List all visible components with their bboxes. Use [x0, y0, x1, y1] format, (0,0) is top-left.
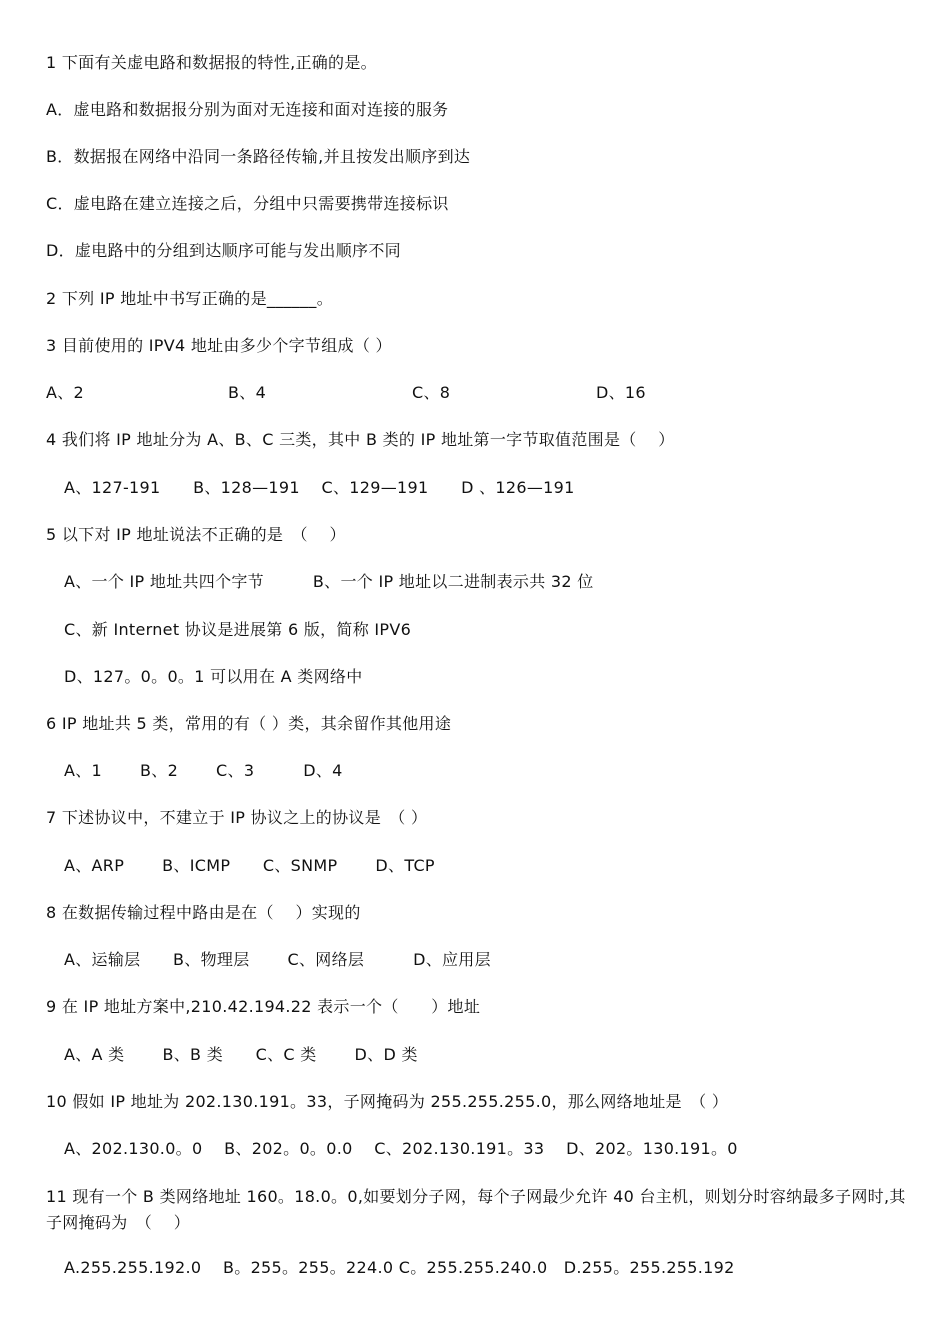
question-5-stem: 5 以下对 IP 地址说法不正确的是 （ ）	[46, 525, 346, 544]
question-11-stem: 11 现有一个 B 类网络地址 160。18.0。0,如要划分子网，每个子网最少允许 40 台主机，则划分时容纳最多子网时,其子网掩码为 （ ）	[46, 1187, 906, 1232]
question-11-options: A.255.255.192.0 B。255。255。224.0 C。255.255.240.0 D.255。255.255.192	[64, 1258, 735, 1277]
question-1-option-b: B．数据报在网络中沿同一条路径传输,并且按发出顺序到达	[46, 147, 471, 166]
question-5-option-c: C、新 Internet 协议是进展第 6 版，简称 IPV6	[64, 620, 412, 639]
question-9-stem: 9 在 IP 地址方案中,210.42.194.22 表示一个（ ）地址	[46, 997, 481, 1016]
question-9-options: A、A 类 B、B 类 C、C 类 D、D 类	[64, 1045, 418, 1064]
question-10-stem: 10 假如 IP 地址为 202.130.191。33，子网掩码为 255.255.255.0，那么网络地址是 （ ）	[46, 1092, 729, 1111]
question-3-options	[46, 382, 910, 404]
question-4-options: A、127-191 B、128—191 C、129—191 D 、126—191	[64, 478, 575, 497]
question-6-options: A、1 B、2 C、3 D、4	[64, 761, 343, 780]
question-3-option-c: C、8	[412, 383, 451, 402]
question-5-option-d: D、127。0。0。1 可以用在 A 类网络中	[64, 667, 363, 686]
question-5-options-ab: A、一个 IP 地址共四个字节 B、一个 IP 地址以二进制表示共 32 位	[64, 572, 594, 591]
question-8-stem: 8 在数据传输过程中路由是在（ ）实现的	[46, 903, 361, 922]
question-1-option-c: C．虚电路在建立连接之后，分组中只需要携带连接标识	[46, 194, 449, 213]
question-6-stem: 6 IP 地址共 5 类，常用的有（ ）类，其余留作其他用途	[46, 714, 452, 733]
question-1-stem: 1 下面有关虚电路和数据报的特性,正确的是。	[46, 53, 377, 72]
question-1-option-a: A．虚电路和数据报分别为面对无连接和面对连接的服务	[46, 100, 449, 119]
question-8-options: A、运输层 B、物理层 C、网络层 D、应用层	[64, 950, 491, 969]
question-7-options: A、ARP B、ICMP C、SNMP D、TCP	[64, 856, 435, 875]
question-3-stem: 3 目前使用的 IPV4 地址由多少个字节组成（ ）	[46, 336, 392, 355]
question-7-stem: 7 下述协议中，不建立于 IP 协议之上的协议是 （ ）	[46, 808, 428, 827]
question-2-stem: 2 下列 IP 地址中书写正确的是______。	[46, 289, 334, 308]
question-3-option-a: A、2	[46, 383, 85, 402]
question-4-stem: 4 我们将 IP 地址分为 A、B、C 三类，其中 B 类的 IP 地址第一字节取值范围是（ ）	[46, 430, 675, 449]
question-10-options: A、202.130.0。0 B、202。0。0.0 C、202.130.191。33 D、202。130.191。0	[64, 1139, 738, 1158]
question-1-option-d: D．虚电路中的分组到达顺序可能与发出顺序不同	[46, 241, 401, 260]
question-3-option-b: B、4	[228, 383, 267, 402]
question-3-option-d: D、16	[596, 383, 646, 402]
